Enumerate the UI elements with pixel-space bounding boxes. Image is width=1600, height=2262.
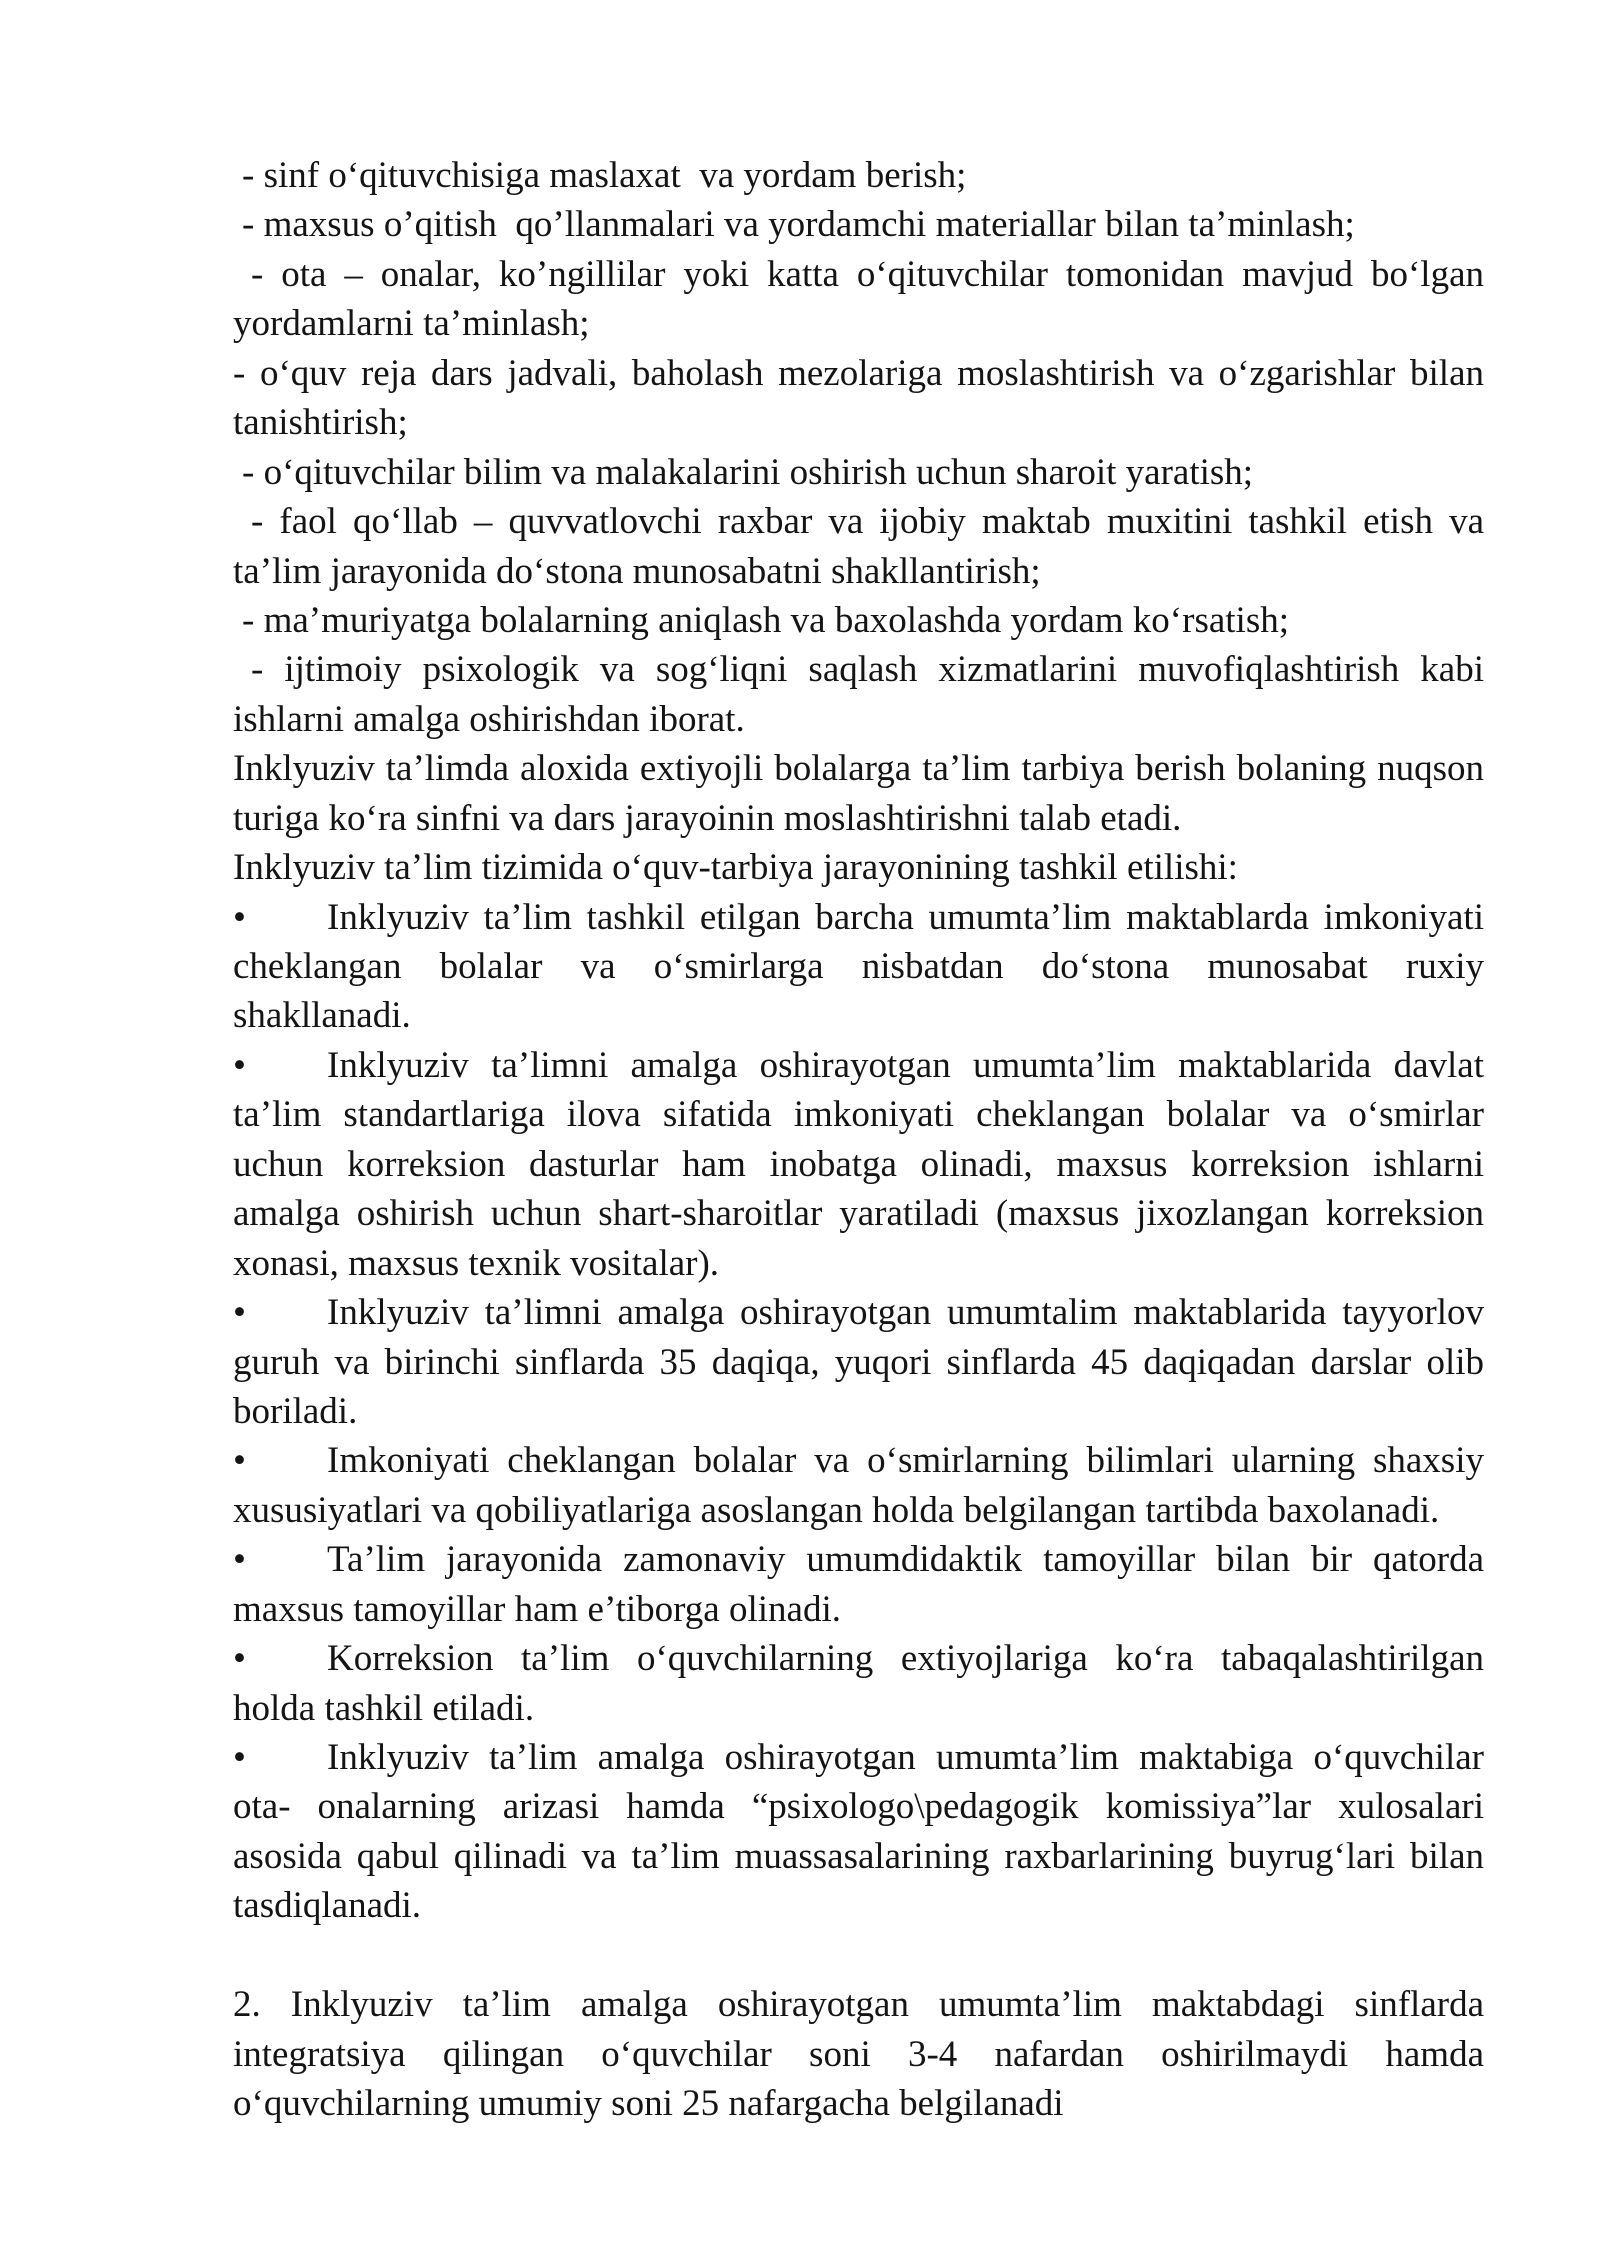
bullet-text-line: maxsus tamoyillar ham e’tiborga olinadi.: [233, 1588, 841, 1630]
bullet-item-first-line: [233, 1436, 1484, 1485]
duty-line: ishlarni amalga oshirishdan iborat.: [233, 698, 745, 740]
bullet-text: Ta’lim jarayonida zamonaviy umumdidaktik tamoyillar bilan bir qatorda: [327, 1539, 1484, 1581]
bullet-item-first-line: [233, 1634, 1484, 1683]
bullet-text-line: ta’lim standartlariga ilova sifatida imkoniyati cheklangan bolalar va o‘smirlar: [233, 1094, 1484, 1136]
section-2-paragraph: [233, 1980, 1484, 2128]
bullet-text: Inklyuziv ta’limni amalga oshirayotgan umumta’lim maktablarida davlat: [327, 1044, 1484, 1086]
paragraph-line: o‘quvchilarning umumiy soni 25 nafargacha belgilanadi: [233, 2083, 1064, 2125]
bullet-marker: •: [233, 1044, 246, 1086]
bullet-text: Korreksion ta’lim o‘quvchilarning extiyojlariga ko‘ra tabaqalashtirilgan: [327, 1638, 1484, 1680]
bullet-text-line: shakllanadi.: [233, 995, 411, 1037]
bullet-marker: •: [233, 1440, 246, 1482]
bullet-text-line: asosida qabul qilinadi va ta’lim muassasalarining raxbarlarining buyrug‘lari bilan: [233, 1835, 1484, 1877]
bullet-text-line: tasdiqlanadi.: [233, 1885, 422, 1927]
document-body: [233, 151, 1484, 2129]
bullet-item-first-line: [233, 1041, 1484, 1090]
bullet-text-line: cheklangan bolalar va o‘smirlarga nisbatdan do‘stona munosabat ruxiy: [233, 946, 1484, 987]
bullet-list: [233, 893, 1484, 1931]
duties-list: [233, 151, 1484, 744]
paragraph-line: integratsiya qilingan o‘quvchilar soni 3-4 nafardan oshirilmaydi hamda: [233, 2033, 1484, 2075]
duty-line: ta’lim jarayonida do‘stona munosabatni shakllantirish;: [233, 550, 1041, 592]
duty-line: - sinf o‘qituvchisiga maslaxat va yordam berish;: [242, 155, 967, 196]
paragraph-line: 2. Inklyuziv ta’lim amalga oshirayotgan umumta’lim maktabdagi sinflarda: [233, 1984, 1484, 2026]
duty-line: - o‘quv reja dars jadvali, baholash mezolariga moslashtirish va o‘zgarishlar bilan: [233, 352, 1484, 394]
bullet-text-line: ota- onalarning arizasi hamda “psixologo\pedagogik komissiya”lar xulosalari: [233, 1786, 1484, 1828]
bullet-item-first-line: [233, 1535, 1484, 1584]
bullet-item: [233, 893, 1484, 1041]
bullet-marker: •: [233, 1638, 246, 1680]
bullet-item: [233, 1041, 1484, 1288]
duty-line: - o‘qituvchilar bilim va malakalarini oshirish uchun sharoit yaratish;: [242, 451, 1254, 493]
paragraph-line: turiga ko‘ra sinfni va dars jarayoinin moslashtirishni talab etadi.: [233, 797, 1182, 839]
bullet-item: [233, 1535, 1484, 1634]
bullet-marker: •: [233, 896, 246, 938]
bullet-text-line: xususiyatlari va qobiliyatlariga asoslangan holda belgilangan tartibda baxolanadi.: [233, 1489, 1440, 1531]
bullet-item-first-line: [233, 1733, 1484, 1782]
duty-line: - faol qo‘llab – quvvatlovchi raxbar va ijobiy maktab muxitini tashkil etish va: [251, 501, 1484, 543]
list-intro: Inklyuziv ta’lim tizimida o‘quv-tarbiya jarayonining tashkil etilishi:: [233, 847, 1238, 889]
bullet-text-line: boriladi.: [233, 1390, 358, 1432]
bullet-item-first-line: [233, 1288, 1484, 1337]
paragraph: [233, 744, 1484, 843]
bullet-marker: •: [233, 1292, 246, 1334]
bullet-text-line: holda tashkil etiladi.: [233, 1687, 535, 1729]
bullet-item: [233, 1733, 1484, 1931]
bullet-text-line: amalga oshirish uchun shart-sharoitlar yaratiladi (maxsus jixozlangan korreksion: [233, 1193, 1484, 1235]
bullet-text-line: guruh va birinchi sinflarda 35 daqiqa, yuqori sinflarda 45 daqiqadan darslar olib: [233, 1341, 1484, 1383]
duty-line: - maxsus o’qitish qo’llanmalari va yordamchi materiallar bilan ta’minlash;: [242, 204, 1355, 246]
duty-line: yordamlarni ta’minlash;: [233, 303, 590, 345]
bullet-marker: •: [233, 1737, 246, 1778]
bullet-text: Inklyuziv ta’lim amalga oshirayotgan umumta’lim maktabiga o‘quvchilar: [327, 1737, 1484, 1778]
paragraph-line: Inklyuziv ta’limda aloxida extiyojli bolalarga ta’lim tarbiya berish bolaning nuqson: [233, 748, 1484, 790]
bullet-item: [233, 1634, 1484, 1733]
bullet-marker: •: [233, 1539, 246, 1581]
bullet-text: Imkoniyati cheklangan bolalar va o‘smirlarning bilimlari ularning shaxsiy: [327, 1440, 1484, 1482]
duty-line: - ijtimoiy psixologik va sog‘liqni saqlash xizmatlarini muvofiqlashtirish kabi: [251, 649, 1484, 691]
bullet-text: Inklyuziv ta’lim tashkil etilgan barcha umumta’lim maktablarda imkoniyati: [327, 896, 1484, 938]
bullet-item: [233, 1288, 1484, 1436]
duty-line: - ota – onalar, ko’ngillilar yoki katta o‘qituvchilar tomonidan mavjud bo‘lgan: [251, 253, 1484, 295]
bullet-item: [233, 1436, 1484, 1535]
blank-line: [233, 1931, 1484, 1980]
bullet-text: Inklyuziv ta’limni amalga oshirayotgan umumtalim maktablarida tayyorlov: [327, 1292, 1484, 1334]
bullet-text-line: xonasi, maxsus texnik vositalar).: [233, 1242, 720, 1284]
duty-line: tanishtirish;: [233, 402, 408, 444]
bullet-item-first-line: [233, 893, 1484, 942]
bullet-text-line: uchun korreksion dasturlar ham inobatga olinadi, maxsus korreksion ishlarni: [233, 1143, 1484, 1185]
duty-line: - ma’muriyatga bolalarning aniqlash va baxolashda yordam ko‘rsatish;: [242, 599, 1290, 641]
